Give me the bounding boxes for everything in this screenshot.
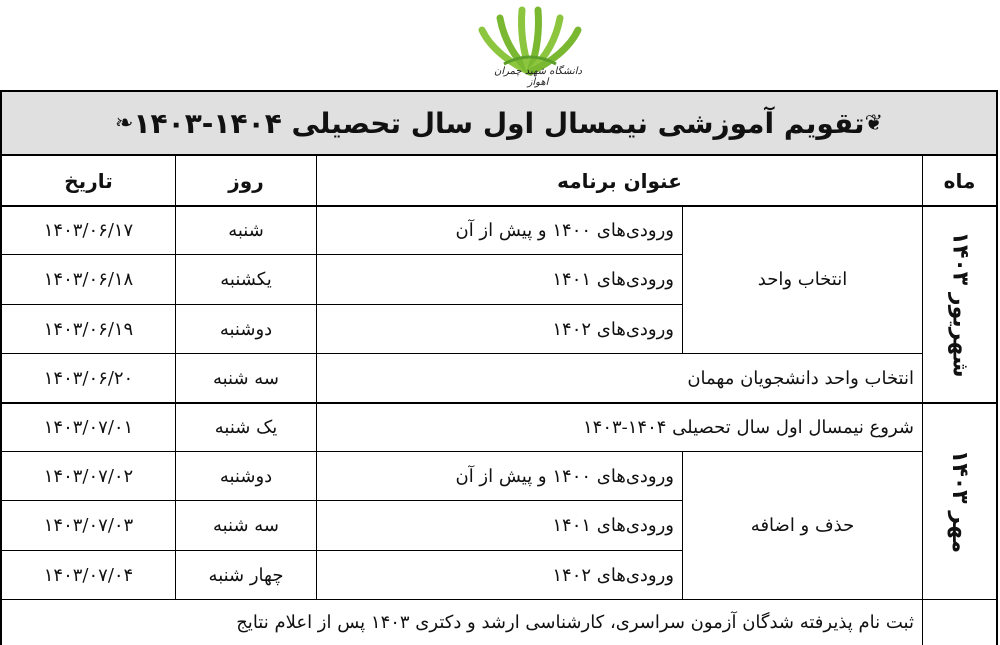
program-cell: انتخاب واحد دانشجویان مهمان bbox=[687, 367, 914, 389]
header-program: عنوان برنامه bbox=[557, 168, 682, 193]
day-cell: یک شنبه bbox=[214, 417, 278, 438]
date-cell: ۱۴۰۳/۰۷/۰۲ bbox=[43, 465, 134, 487]
page-title bbox=[2, 92, 996, 156]
program-cell: ورودی‌های ۱۴۰۱ bbox=[552, 515, 674, 536]
month-shahrivar: شهریور ۱۴۰۳ bbox=[947, 231, 973, 377]
date-cell: ۱۴۰۳/۰۶/۱۹ bbox=[43, 318, 134, 340]
day-cell: سه شنبه bbox=[212, 515, 280, 536]
logo-caption: دانشگاه شهید چمران اهواز bbox=[494, 66, 582, 88]
day-cell: دوشنبه bbox=[219, 318, 273, 340]
title-ornament-icon: ❦ bbox=[864, 110, 883, 136]
title-ornament-icon: ❧ bbox=[115, 110, 134, 136]
month-mehr: مهر ۱۴۰۳ bbox=[947, 449, 972, 554]
program-cell: ورودی‌های ۱۴۰۲ bbox=[552, 564, 674, 586]
header-month: ماه bbox=[943, 168, 976, 193]
day-cell: یکشنبه bbox=[220, 269, 272, 290]
day-cell: سه شنبه bbox=[212, 367, 280, 389]
day-cell: چهار شنبه bbox=[208, 564, 284, 586]
day-cell: شنبه bbox=[228, 219, 264, 241]
day-cell: دوشنبه bbox=[219, 465, 273, 487]
footer-note: ثبت نام پذیرفته شدگان آزمون سراسری، کارشناسی ارشد و دکتری ۱۴۰۳ پس از اعلام نتایج bbox=[236, 612, 914, 633]
program-cell: شروع نیمسال اول سال تحصیلی ۱۴۰۴-۱۴۰۳ bbox=[582, 417, 914, 438]
program-cell: ورودی‌های ۱۴۰۰ و پیش از آن bbox=[455, 219, 674, 241]
program-cell: ورودی‌های ۱۴۰۰ و پیش از آن bbox=[455, 465, 674, 487]
program-cell: ورودی‌های ۱۴۰۱ bbox=[552, 269, 674, 290]
header-date: تاریخ bbox=[64, 168, 113, 193]
group-add-drop: حذف و اضافه bbox=[750, 515, 855, 536]
program-cell: ورودی‌های ۱۴۰۲ bbox=[552, 318, 674, 340]
group-unit-selection: انتخاب واحد bbox=[757, 269, 848, 290]
date-cell: ۱۴۰۳/۰۷/۰۳ bbox=[43, 515, 134, 536]
date-cell: ۱۴۰۳/۰۶/۱۸ bbox=[43, 269, 134, 290]
date-cell: ۱۴۰۳/۰۶/۱۷ bbox=[43, 219, 134, 241]
date-cell: ۱۴۰۳/۰۶/۲۰ bbox=[43, 367, 134, 389]
header-day: روز bbox=[228, 168, 264, 193]
date-cell: ۱۴۰۳/۰۷/۰۱ bbox=[43, 417, 134, 438]
title-text: تقویم آموزشی نیمسال اول سال تحصیلی ۱۴۰۴-۱۴۰۳ bbox=[133, 106, 865, 140]
date-cell: ۱۴۰۳/۰۷/۰۴ bbox=[43, 564, 134, 586]
